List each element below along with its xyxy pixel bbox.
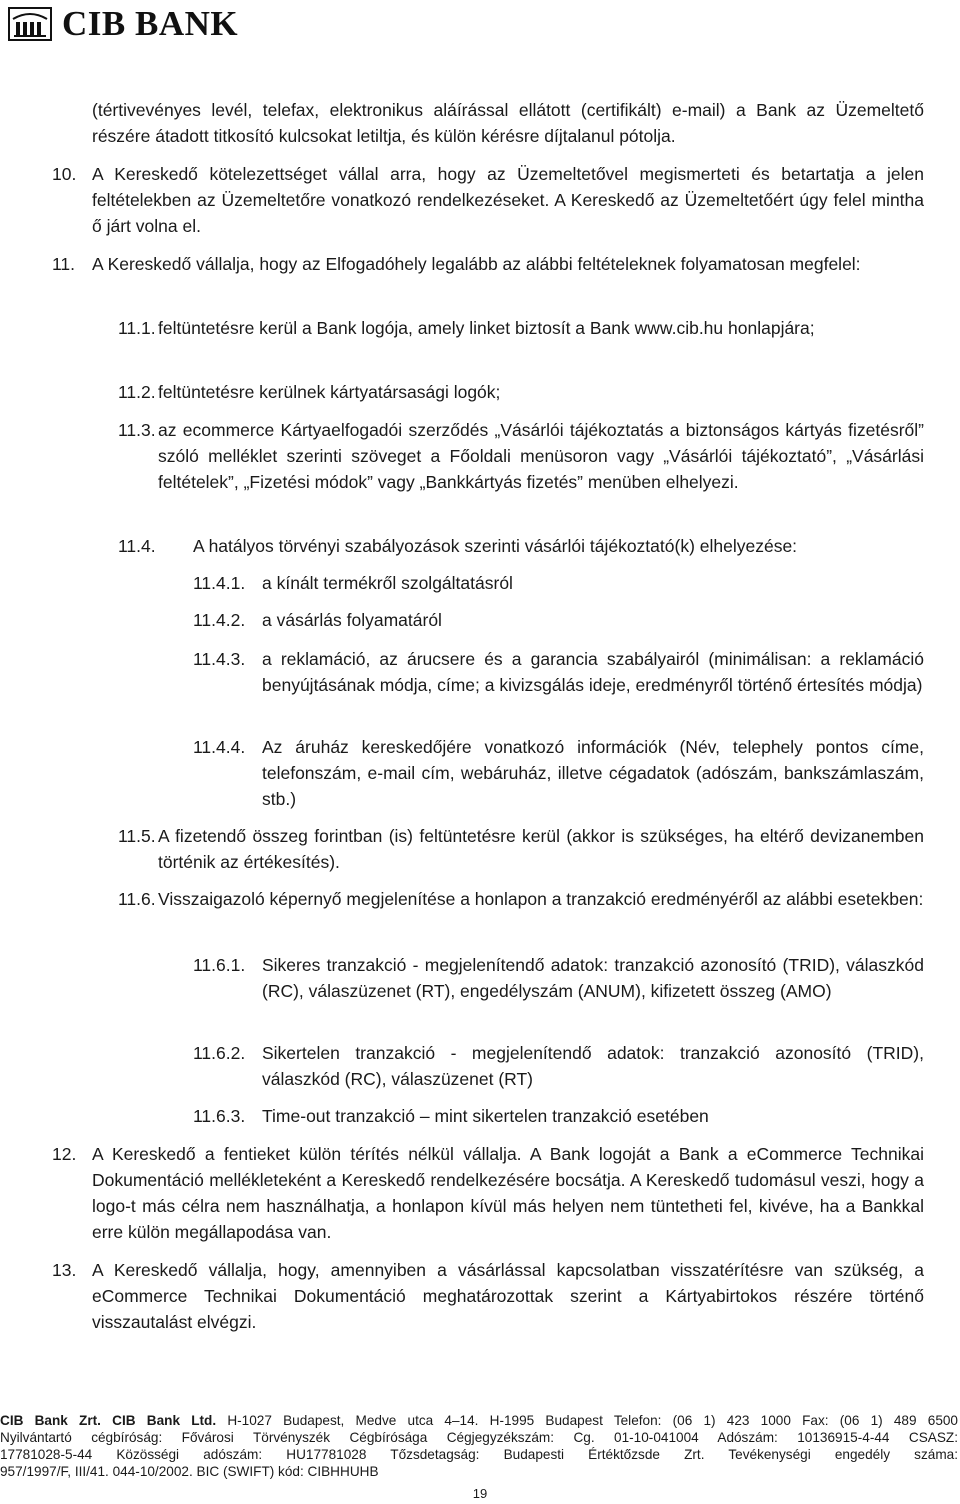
item-number-12: 12. [52,1144,77,1164]
footer-address: H-1027 Budapest, Medve utca 4–14. H-1995 Budapest Telefon: (06 1) 423 1000 Fax: (06 1) 489 6500 [227,1413,958,1428]
item-number-11-4-4: 11.4.4. [193,737,246,757]
paragraph-10: A Kereskedő kötelezettséget vállal arra, hogy az Üzemeltetővel megismerteti és betartatja a jelen feltételekben az Üzemeltetőre vonatkozó rendelkezéseket. A Kereskedő az Üzemeltetőért úgy felel mintha ő járt volna el. [92,164,924,236]
item-number-13: 13. [52,1260,77,1280]
footer-line-1 [0,1412,958,1429]
item-number-11-1: 11.1. [118,318,156,338]
paragraph-continuation: (tértivevényes levél, telefax, elektronikus aláírással ellátott (certifikált) e-mail) a Bank az Üzemeltető részére átadott titkosító kulcsokat letiltja, és külön kérésre díjtalanul pótolja. [92,100,924,146]
bank-logo [8,4,238,44]
paragraph-11-6: Visszaigazoló képernyő megjelenítése a honlapon a tranzakció eredményéről az alábbi esetekben: [158,889,924,909]
item-number-11-6-3: 11.6.3. [193,1106,246,1126]
item-number-11-4-3: 11.4.3. [193,649,246,669]
item-number-11-6-1: 11.6.1. [193,955,246,975]
item-number-11-5: 11.5. [118,826,156,846]
paragraph-12: A Kereskedő a fentieket külön térítés nélkül vállalja. A Bank logoját a Bank a eCommerce Technikai Dokumentáció mellékleteként a Kereskedő rendelkezésére bocsátja. A Kereskedő tudomásul veszi, hogy a logo-t más célra nem használhatja, a honlapon kívül más helyen nem tüntetheti fel, kivéve, ha a Bankkal erre külön megállapodása van. [92,1144,924,1242]
paragraph-11-4-4: Az áruház kereskedőjére vonatkozó információk (Név, telephely pontos címe, telefonszám, e-mail cím, webáruház, illetve cégadatok (adószám, bankszámlaszám, stb.) [262,737,924,809]
item-number-10: 10. [52,164,77,184]
item-number-11-4-2: 11.4.2. [193,610,246,630]
paragraph-11-6-3: Time-out tranzakció – mint sikertelen tranzakció esetében [262,1106,709,1126]
item-number-11-4: 11.4. [118,536,156,556]
paragraph-11-1: feltüntetésre kerül a Bank logója, amely linket biztosít a Bank www.cib.hu honlapjára; [158,318,815,338]
footer-line-3: 17781028-5-44 Közösségi adószám: HU17781028 Tőzsdetagság: Budapesti Értéktőzsde Zrt. Tevékenységi engedély száma: [0,1447,958,1462]
paragraph-11-6-2: Sikertelen tranzakció - megjelenítendő adatok: tranzakció azonosító (TRID), válaszkód (RC), válaszüzenet (RT) [262,1043,924,1089]
paragraph-11-5: A fizetendő összeg forintban (is) feltüntetésre kerül (akkor is szükséges, ha eltérő devizanemben történik az értékesítés). [158,826,924,872]
paragraph-11: A Kereskedő vállalja, hogy az Elfogadóhely legalább az alábbi feltételeknek folyamatosan megfelel: [92,254,861,274]
page-number: 19 [472,1486,488,1501]
item-number-11-4-1: 11.4.1. [193,573,246,593]
footer-line-4: 957/1997/F, III/41. 044-10/2002. BIC (SWIFT) kód: CIBHHUHB [0,1464,379,1479]
paragraph-11-4-3: a reklamáció, az árucsere és a garancia szabályairól (minimálisan: a reklamáció benyújtásának módja, címe; a kivizsgálás ideje, eredményről történő értesítés módja) [262,649,924,695]
footer-company-name: CIB Bank Zrt. CIB Bank Ltd. [0,1413,217,1428]
paragraph-11-2: feltüntetésre kerülnek kártyatársasági logók; [158,382,501,402]
paragraph-11-4: A hatályos törvényi szabályozások szerinti vásárlói tájékoztató(k) elhelyezése: [193,536,798,556]
paragraph-11-3: az ecommerce Kártyaelfogadói szerződés „Vásárlói tájékoztatás a biztonságos kártyás fizetésről” szóló melléklet szerinti szöveget a Főoldali menüsoron vagy „Vásárlói tájékoztató”, „Vásárlási feltételek”, „Fizetési módok” vagy „Bankkártyás fizetés” menüben elhelyezi. [158,420,924,492]
bank-name: CIB BANK [62,4,239,43]
item-number-11-6-2: 11.6.2. [193,1043,246,1063]
paragraph-13: A Kereskedő vállalja, hogy, amennyiben a vásárlással kapcsolatban visszatérítésre van szükség, a eCommerce Technikai Dokumentáció meghatározottak szerint a Kártyabirtokos részére történő visszautalást elvégzi. [92,1260,924,1332]
bank-building-icon [8,7,52,41]
item-number-11: 11. [52,254,76,274]
item-number-11-6: 11.6. [118,889,156,909]
paragraph-11-4-1: a kínált termékről szolgáltatásról [262,573,513,593]
footer-line-2: Nyilvántartó cégbíróság: Fővárosi Törvényszék Cégbírósága Cégjegyzékszám: Cg. 01-10-041004 Adószám: 10136915-4-44 CSASZ: [0,1430,958,1445]
item-number-11-3: 11.3. [118,420,156,440]
paragraph-11-4-2: a vásárlás folyamatáról [262,610,442,630]
paragraph-11-6-1: Sikeres tranzakció - megjelenítendő adatok: tranzakció azonosító (TRID), válaszkód (RC), válaszüzenet (RT), engedélyszám (ANUM), kifizetett összeg (AMO) [262,955,924,1001]
item-number-11-2: 11.2. [118,382,156,402]
